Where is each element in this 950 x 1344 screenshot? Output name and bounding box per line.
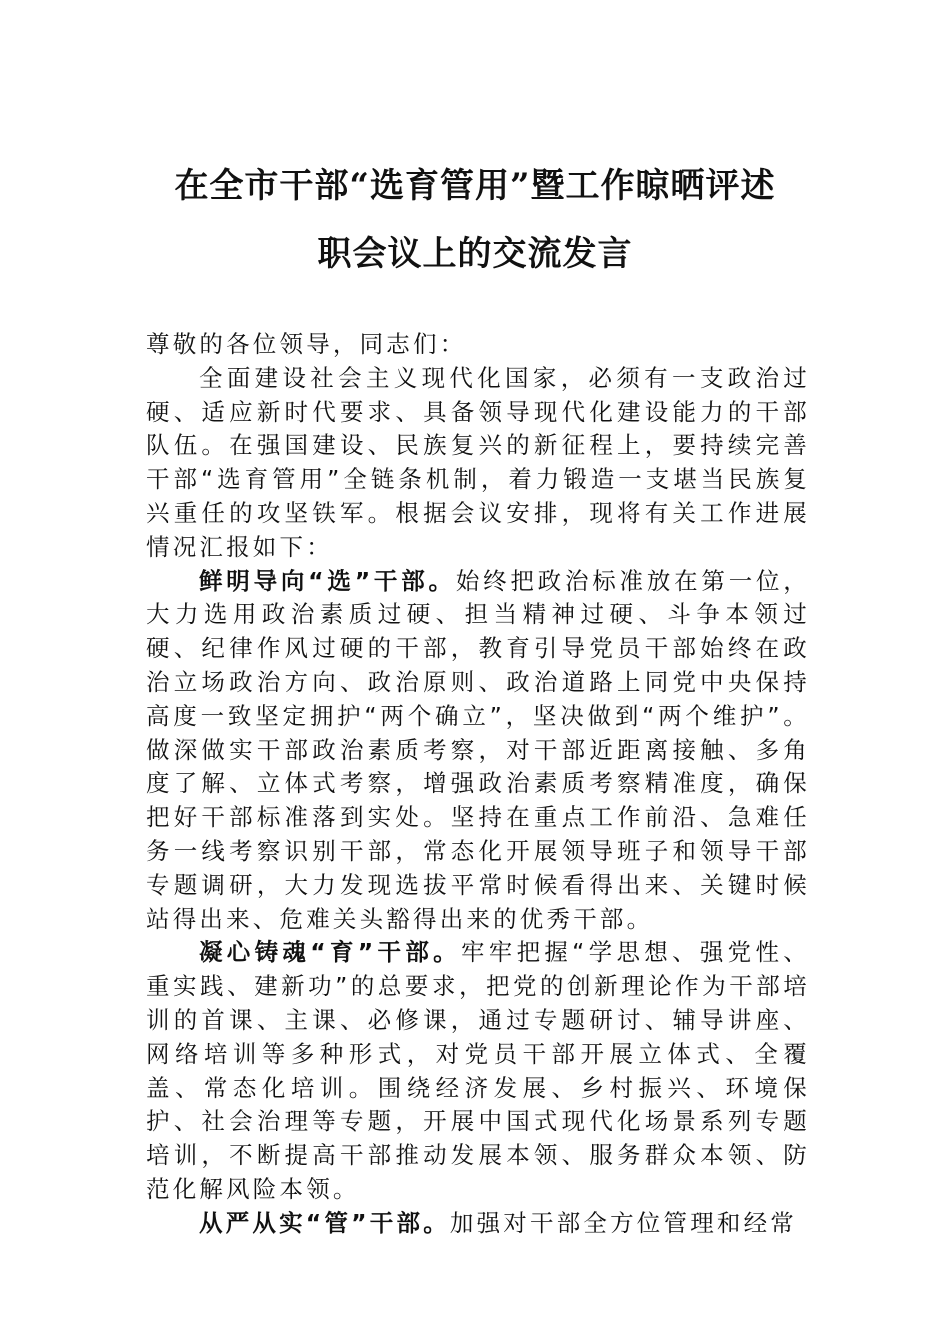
section-paragraph-manage [146, 1207, 810, 1241]
section-text-cultivate: 牢牢把握“学思想、强党性、重实践、建新功”的总要求，把党的创新理论作为干部培训的首课、主课、必修课，通过专题研讨、辅导讲座、网络培训等多种形式，对党员干部开展立体式、全覆盖、常态化培训。围绕经济发展、乡村振兴、环境保护、社会治理等专题，开展中国式现代化场景系列专题培训，不断提高干部推动发展本领、服务群众本领、防范化解风险本领。 [146, 938, 810, 1203]
section-heading-select: 鲜明导向“选”干部。 [199, 566, 456, 595]
intro-paragraph: 全面建设社会主义现代化国家，必须有一支政治过硬、适应新时代要求、具备领导现代化建设能力的干部队伍。在强国建设、民族复兴的新征程上，要持续完善干部“选育管用”全链条机制，着力锻造一支堪当民族复兴重任的攻坚铁军。根据会议安排，现将有关工作进展情况汇报如下： [146, 363, 810, 561]
section-text-select: 始终把政治标准放在第一位，大力选用政治素质过硬、担当精神过硬、斗争本领过硬、纪律作风过硬的干部，教育引导党员干部始终在政治立场政治方向、政治原则、政治道路上同党中央保持高度一致坚定拥护“两个确立”，坚决做到“两个维护”。做深做实干部政治素质考察，对干部近距离接触、多角度了解、立体式考察，增强政治素质考察精准度，确保把好干部标准落到实处。坚持在重点工作前沿、急难任务一线考察识别干部，常态化开展领导班子和领导干部专题调研，大力发现选拔平常时候看得出来、关键时候站得出来、危难关头豁得出来的优秀干部。 [146, 566, 811, 933]
section-paragraph-select [146, 565, 810, 937]
salutation: 尊敬的各位领导，同志们： [146, 330, 467, 358]
document-title-line-2: 职会议上的交流发言 [317, 234, 633, 274]
document-body [146, 328, 810, 1241]
section-heading-cultivate: 凝心铸魂“育”干部。 [199, 938, 461, 967]
section-paragraph-cultivate [146, 936, 810, 1206]
document-title-line-1: 在全市干部“选育管用”暨工作晾晒评述 [174, 166, 776, 206]
section-text-manage: 加强对干部全方位管理和经常 [449, 1208, 797, 1237]
section-heading-manage: 从严从实“管”干部。 [199, 1208, 450, 1237]
